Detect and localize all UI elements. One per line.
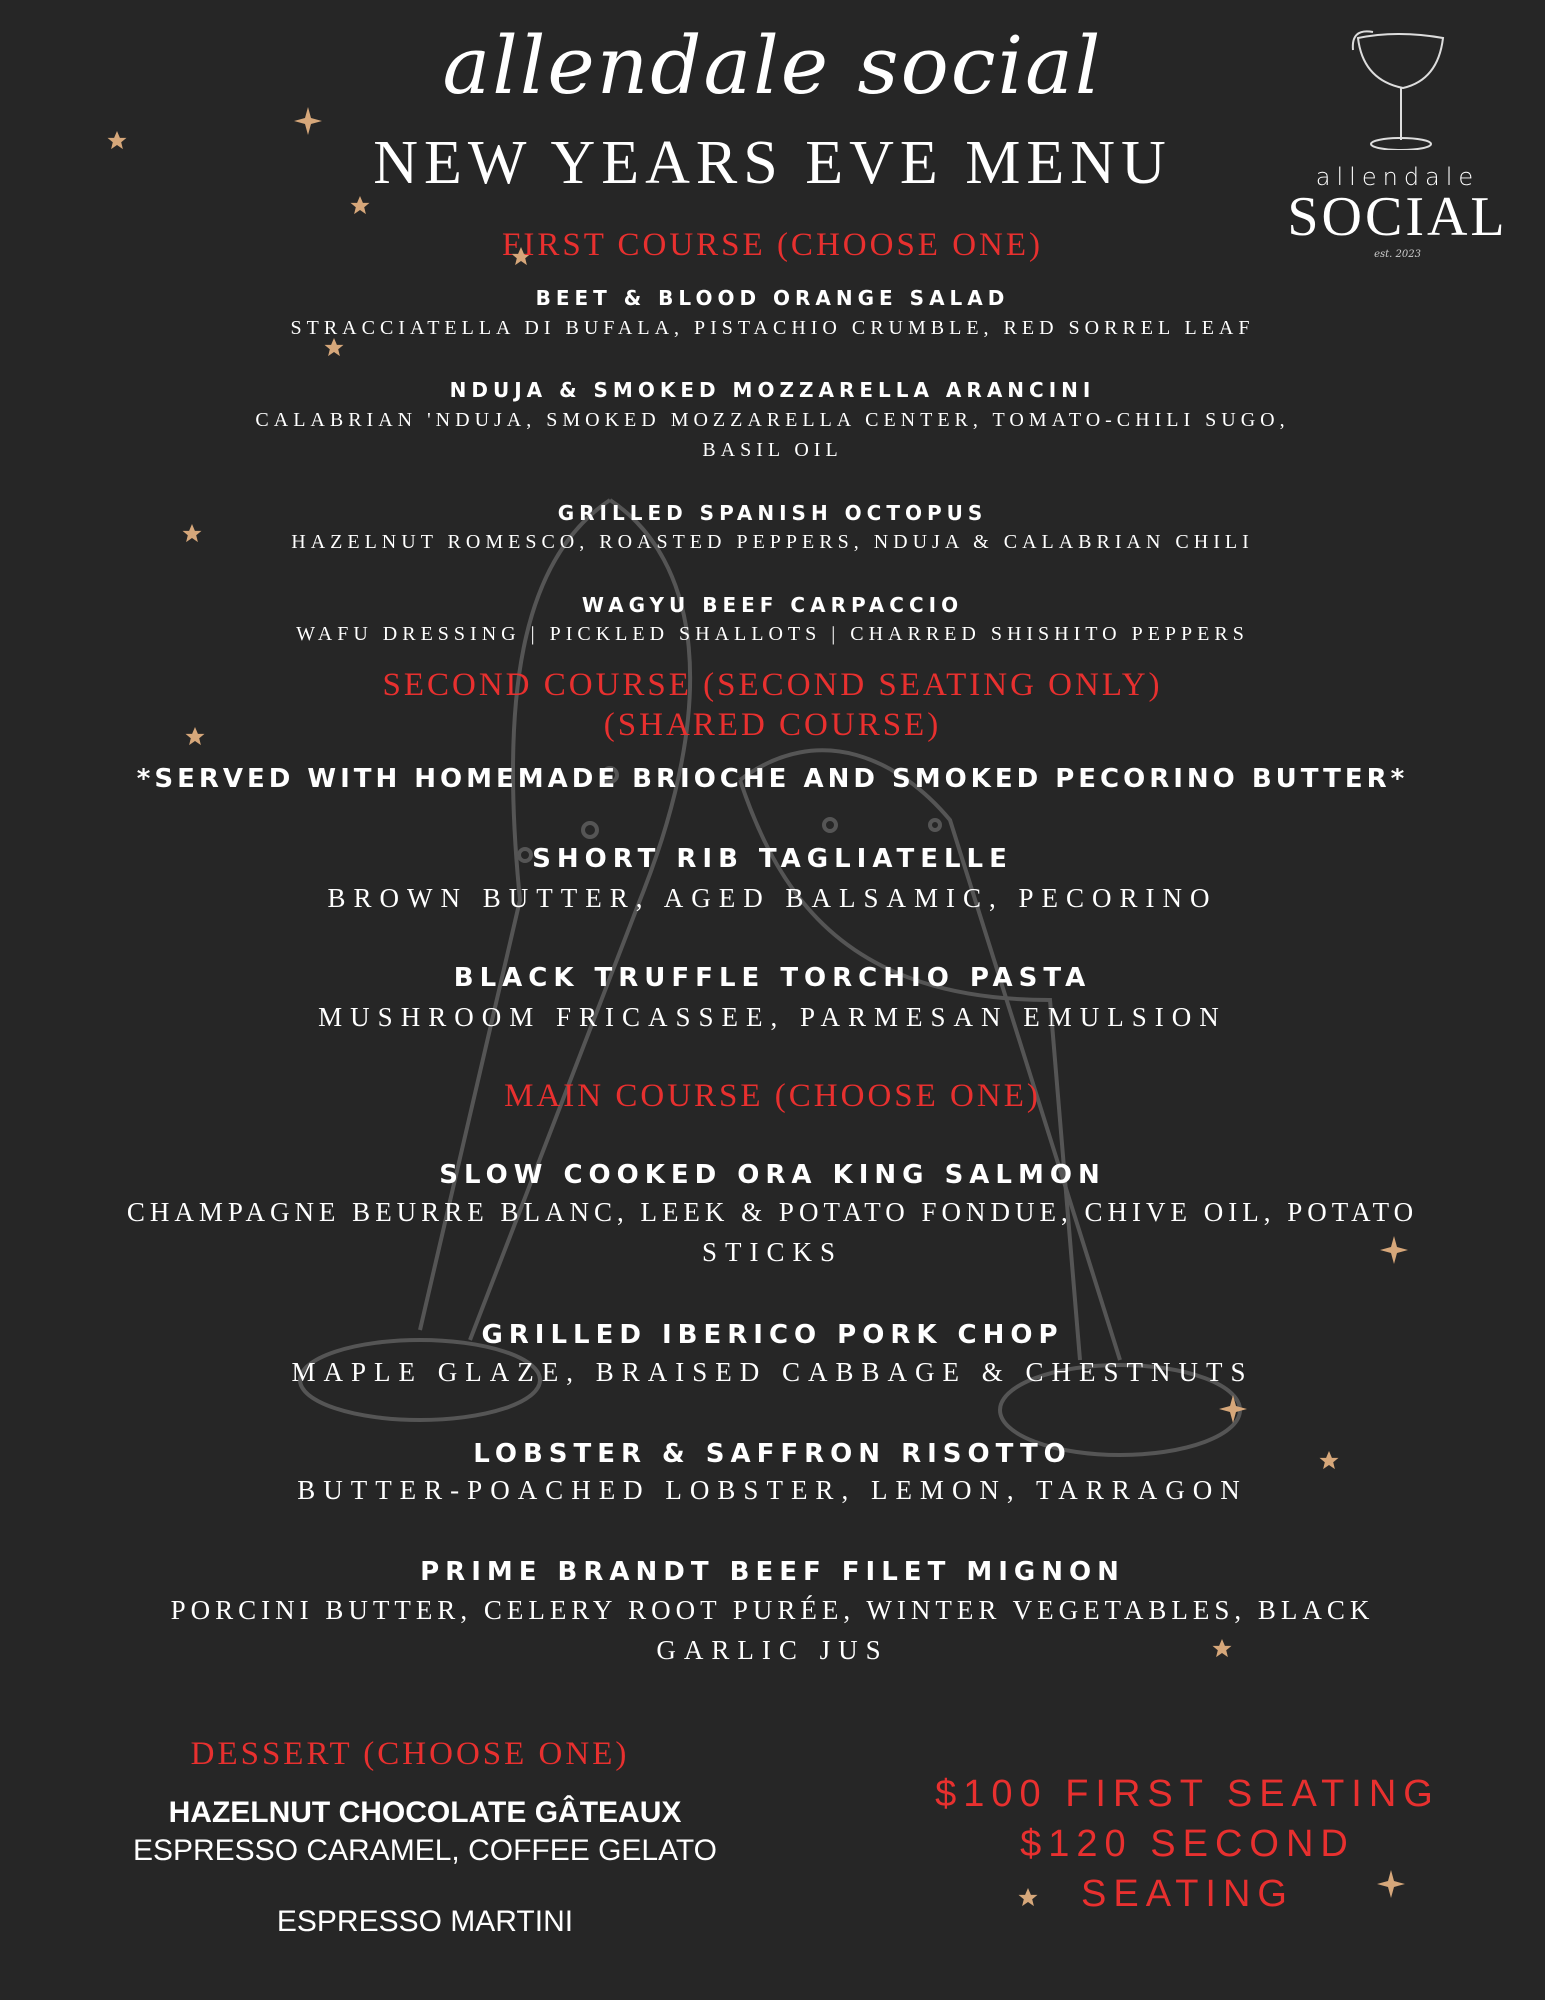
sparkle-outline-icon	[1219, 1395, 1247, 1423]
price-second-seating-cont: SEATING	[1081, 1873, 1294, 1915]
star-icon	[325, 338, 344, 356]
second-course-note: *SERVED WITH HOMEMADE BRIOCHE AND SMOKED PECORINO BUTTER*	[136, 764, 1409, 794]
price-first-seating: $100 FIRST SEATING	[935, 1773, 1440, 1815]
main-course-heading: MAIN COURSE (CHOOSE ONE)	[504, 1078, 1041, 1114]
dessert-item-name: HAZELNUT CHOCOLATE GÂTEAUX	[168, 1796, 682, 1829]
page-title: NEW YEARS EVE MENU	[373, 129, 1172, 197]
menu-item-name: WAGYU BEEF CARPACCIO	[581, 593, 964, 617]
menu-item-name: LOBSTER & SAFFRON RISOTTO	[473, 1439, 1072, 1469]
price-second-seating: $120 SECOND	[1020, 1823, 1355, 1865]
menu-item-name: PRIME BRANDT BEEF FILET MIGNON	[420, 1557, 1125, 1587]
dessert-item-desc: ESPRESSO CARAMEL, COFFEE GELATO	[132, 1834, 718, 1867]
menu-item-name: SHORT RIB TAGLIATELLE	[532, 844, 1013, 874]
script-title: allendale social	[442, 19, 1103, 112]
logo-text-social: SOCIAL	[1287, 186, 1508, 248]
menu-item-desc: WAFU DRESSING | PICKLED SHALLOTS | CHARRED SHISHITO PEPPERS	[296, 623, 1249, 645]
first-course-heading: FIRST COURSE (CHOOSE ONE)	[501, 227, 1044, 263]
menu-item-desc: GARLIC JUS	[656, 1635, 889, 1665]
menu-item-desc: HAZELNUT ROMESCO, ROASTED PEPPERS, NDUJA & CALABRIAN CHILI	[291, 531, 1254, 553]
menu-item-desc: STRACCIATELLA DI BUFALA, PISTACHIO CRUMBLE, RED SORREL LEAF	[290, 317, 1255, 339]
logo-est: est. 2023	[1374, 249, 1421, 260]
menu-item-name: BEET & BLOOD ORANGE SALAD	[535, 286, 1010, 310]
logo-text: allendale	[1315, 163, 1480, 191]
dessert-item-name: ESPRESSO MARTINI	[276, 1905, 574, 1938]
menu-item-desc: CHAMPAGNE BEURRE BLANC, LEEK & POTATO FONDUE, CHIVE OIL, POTATO	[126, 1197, 1419, 1227]
menu-item-name: GRILLED SPANISH OCTOPUS	[557, 501, 988, 525]
menu-item-desc: BROWN BUTTER, AGED BALSAMIC, PECORINO	[327, 883, 1218, 913]
menu-item-desc: BASIL OIL	[702, 439, 843, 461]
menu-item-desc: MAPLE GLAZE, BRAISED CABBAGE & CHESTNUTS	[291, 1357, 1254, 1387]
second-course-subheading: (SHARED COURSE)	[603, 707, 942, 743]
menu-item-name: NDUJA & SMOKED MOZZARELLA ARANCINI	[449, 378, 1096, 402]
menu-item-name: SLOW COOKED ORA KING SALMON	[439, 1160, 1106, 1190]
menu-item-desc: STICKS	[701, 1237, 844, 1267]
menu-item-desc: BUTTER-POACHED LOBSTER, LEMON, TARRAGON	[297, 1475, 1248, 1505]
second-course-heading: SECOND COURSE (SECOND SEATING ONLY)	[382, 667, 1163, 703]
menu-item-desc: MUSHROOM FRICASSEE, PARMESAN EMULSION	[318, 1002, 1227, 1032]
menu-item-name: GRILLED IBERICO PORK CHOP	[481, 1320, 1064, 1350]
menu-item-desc: CALABRIAN 'NDUJA, SMOKED MOZZARELLA CENTER, TOMATO-CHILI SUGO,	[255, 409, 1290, 431]
menu-item-desc: PORCINI BUTTER, CELERY ROOT PURÉE, WINTER VEGETABLES, BLACK	[170, 1595, 1375, 1625]
star-icon	[351, 196, 370, 214]
dessert-heading: DESSERT (CHOOSE ONE)	[190, 1736, 630, 1772]
menu-item-name: BLACK TRUFFLE TORCHIO PASTA	[453, 963, 1092, 993]
